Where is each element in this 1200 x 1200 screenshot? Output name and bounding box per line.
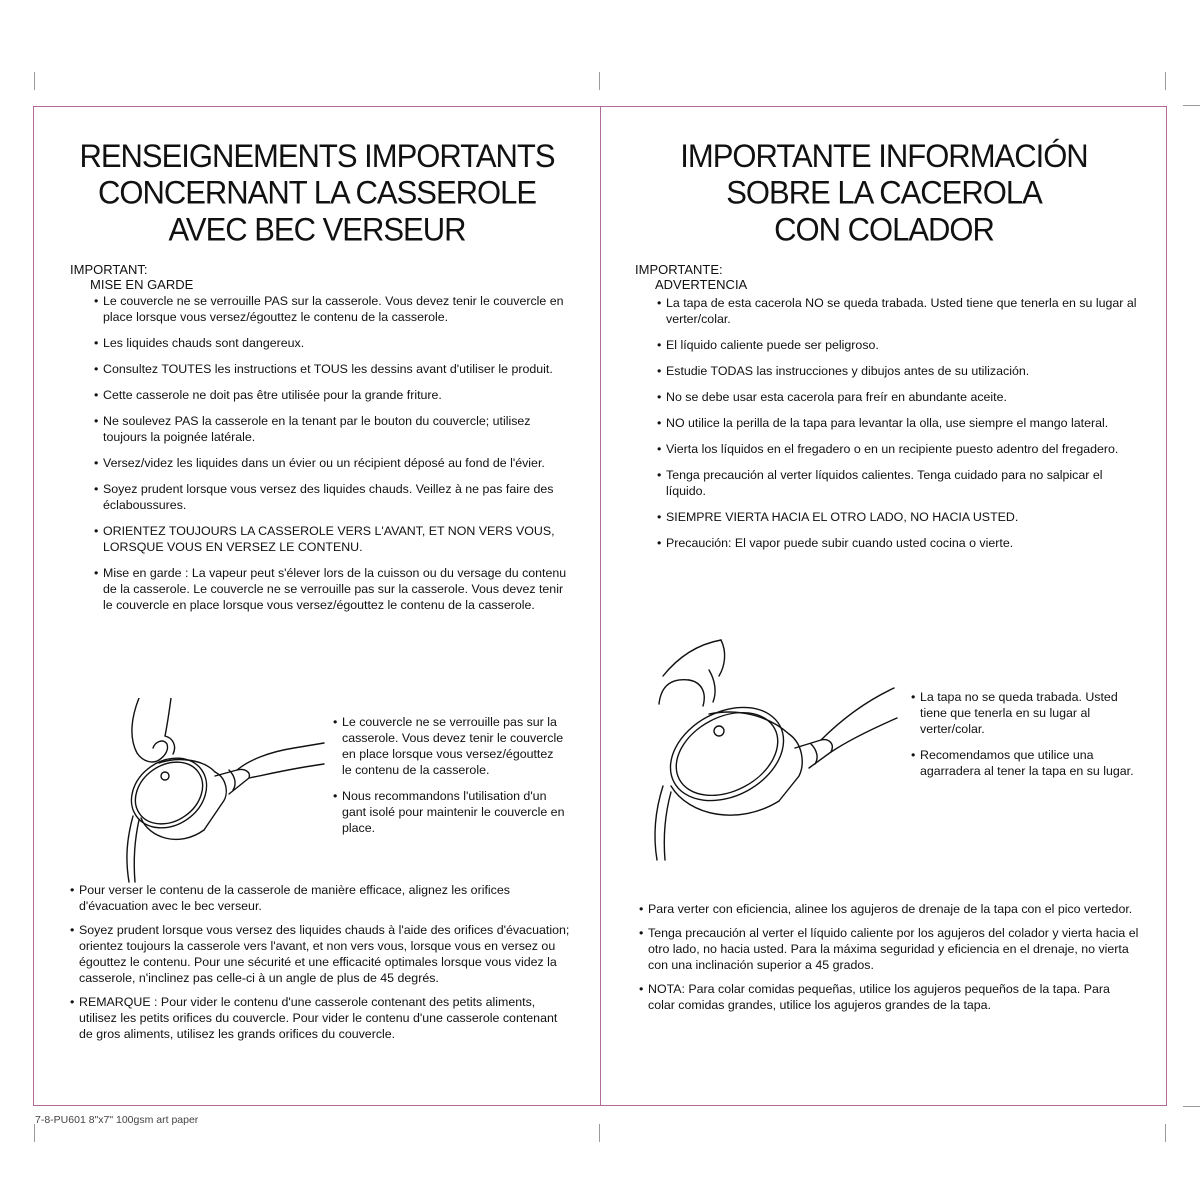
- list-item: • REMARQUE : Pour vider le contenu d'une casserole contenant des petits aliments, utilisez les petits orifices du couvercle. Pour vider le contenu d'une casserole contenant de gros aliments, utilisez les grands orifices du couvercle.: [70, 994, 570, 1042]
- title-line: RENSEIGNEMENTS IMPORTANTS: [79, 137, 555, 175]
- list-item: • SIEMPRE VIERTA HACIA EL OTRO LADO, NO HACIA USTED.: [657, 509, 1139, 525]
- list-item: • Nous recommandons l'utilisation d'un gant isolé pour maintenir le couvercle en place.: [333, 788, 565, 836]
- list-item: • Tenga precaución al verter líquidos calientes. Tenga cuidado para no salpicar el líquido.: [657, 467, 1139, 499]
- list-item: • Tenga precaución al verter el líquido caliente por los agujeros del colador y vierta hacia el otro lado, no hacia usted. Para la máxima seguridad y eficiencia en el drenaje, no vierta con una inclinación superior a 45 grados.: [639, 925, 1139, 973]
- important-heading: IMPORTANT:: [70, 262, 148, 277]
- list-item: • Para verter con eficiencia, alinee los agujeros de drenaje de la tapa con el pico vertedor.: [639, 901, 1139, 917]
- list-item: • Versez/videz les liquides dans un évier ou un récipient déposé au fond de l'évier.: [94, 455, 572, 471]
- list-item: • El líquido caliente puede ser peligroso.: [657, 337, 1139, 353]
- crop-mark: [1165, 72, 1166, 90]
- list-item: • Soyez prudent lorsque vous versez des liquides chauds. Veillez à ne pas faire des éclaboussures.: [94, 481, 572, 513]
- pouring-tips-list: [639, 901, 1139, 1013]
- list-item: • Pour verser le contenu de la casserole de manière efficace, alignez les orifices d'évacuation avec le bec verseur.: [70, 882, 570, 914]
- warning-list: [657, 295, 1139, 551]
- crop-mark: [1183, 1106, 1200, 1107]
- warning-list: [94, 293, 572, 613]
- crop-mark: [34, 1124, 35, 1142]
- crop-mark: [599, 72, 600, 90]
- crop-mark: [1183, 105, 1200, 106]
- warning-subheading: MISE EN GARDE: [90, 277, 194, 292]
- spanish-panel: [601, 106, 1167, 1106]
- list-item: • No se debe usar esta cacerola para freír en abundante aceite.: [657, 389, 1139, 405]
- warning-subheading: ADVERTENCIA: [655, 277, 748, 292]
- print-spec-note: 7-8-PU601 8"x7" 100gsm art paper: [35, 1114, 199, 1126]
- french-title: [54, 137, 580, 247]
- list-item: • Ne soulevez PAS la casserole en la tenant par le bouton du couvercle; utilisez toujours la poignée latérale.: [94, 413, 572, 445]
- list-item: • Soyez prudent lorsque vous versez des liquides chauds à l'aide des orifices d'évacuation; orientez toujours la casserole vers l'avant, et non vers vous, lorsque vous en versez ou égouttez le contenu. Pour une sécurité et une efficacité optimales lorsque vous videz la casserole, n'inclinez pas celle-ci à un angle de plus de 45 degrés.: [70, 922, 570, 986]
- list-item: • NOTA: Para colar comidas pequeñas, utilice los agujeros pequeños de la tapa. Para colar comidas grandes, utilice los agujeros grandes de la tapa.: [639, 981, 1139, 1013]
- french-panel: [34, 106, 600, 1106]
- list-item: • Cette casserole ne doit pas être utilisée pour la grande friture.: [94, 387, 572, 403]
- title-line: CONCERNANT LA CASSEROLE: [97, 174, 537, 211]
- title-line: SOBRE LA CACEROLA: [726, 174, 1042, 211]
- list-item: • Vierta los líquidos en el fregadero o en un recipiente puesto adentro del fregadero.: [657, 441, 1139, 457]
- important-heading: IMPORTANTE:: [635, 262, 723, 277]
- list-item: • Estudie TODAS las instrucciones y dibujos antes de su utilización.: [657, 363, 1139, 379]
- list-item: • Recomendamos que utilice una agarradera al tener la tapa en su lugar.: [911, 747, 1139, 779]
- pouring-pot-illustration: [649, 636, 899, 861]
- list-item: • Les liquides chauds sont dangereux.: [94, 335, 572, 351]
- list-item: • Consultez TOUTES les instructions et TOUS les dessins avant d'utiliser le produit.: [94, 361, 572, 377]
- list-item: • ORIENTEZ TOUJOURS LA CASSEROLE VERS L'AVANT, ET NON VERS VOUS, LORSQUE VOUS EN VERSEZ LE CONTENU.: [94, 523, 572, 555]
- pouring-tips-list: [70, 882, 570, 1042]
- title-line: IMPORTANTE INFORMACIÓN: [680, 137, 1088, 175]
- crop-mark: [34, 72, 35, 90]
- crop-mark: [599, 1124, 600, 1142]
- figure-notes: [911, 689, 1139, 779]
- title-line: AVEC BEC VERSEUR: [168, 210, 466, 248]
- list-item: • Le couvercle ne se verrouille pas sur la casserole. Vous devez tenir le couvercle en place lorsque vous versez/égouttez le contenu de la casserole.: [333, 714, 565, 778]
- list-item: • Le couvercle ne se verrouille PAS sur la casserole. Vous devez tenir le couvercle en place lorsque vous versez/égouttez le contenu de la casserole.: [94, 293, 572, 325]
- spanish-title: [621, 137, 1147, 247]
- list-item: • Precaución: El vapor puede subir cuando usted cocina o vierte.: [657, 535, 1139, 551]
- pouring-pot-illustration: [119, 698, 329, 883]
- list-item: • Mise en garde : La vapeur peut s'élever lors de la cuisson ou du versage du contenu de la casserole. Le couvercle ne se verrouille pas sur la casserole. Vous devez tenir le couvercle en place lorsque vous versez/égouttez le contenu de la casserole.: [94, 565, 572, 613]
- list-item: • La tapa no se queda trabada. Usted tiene que tenerla en su lugar al verter/colar.: [911, 689, 1139, 737]
- list-item: • La tapa de esta cacerola NO se queda trabada. Usted tiene que tenerla en su lugar al verter/colar.: [657, 295, 1139, 327]
- title-line: CON COLADOR: [774, 210, 994, 248]
- figure-notes: [333, 714, 565, 836]
- crop-mark: [1165, 1124, 1166, 1142]
- list-item: • NO utilice la perilla de la tapa para levantar la olla, use siempre el mango lateral.: [657, 415, 1139, 431]
